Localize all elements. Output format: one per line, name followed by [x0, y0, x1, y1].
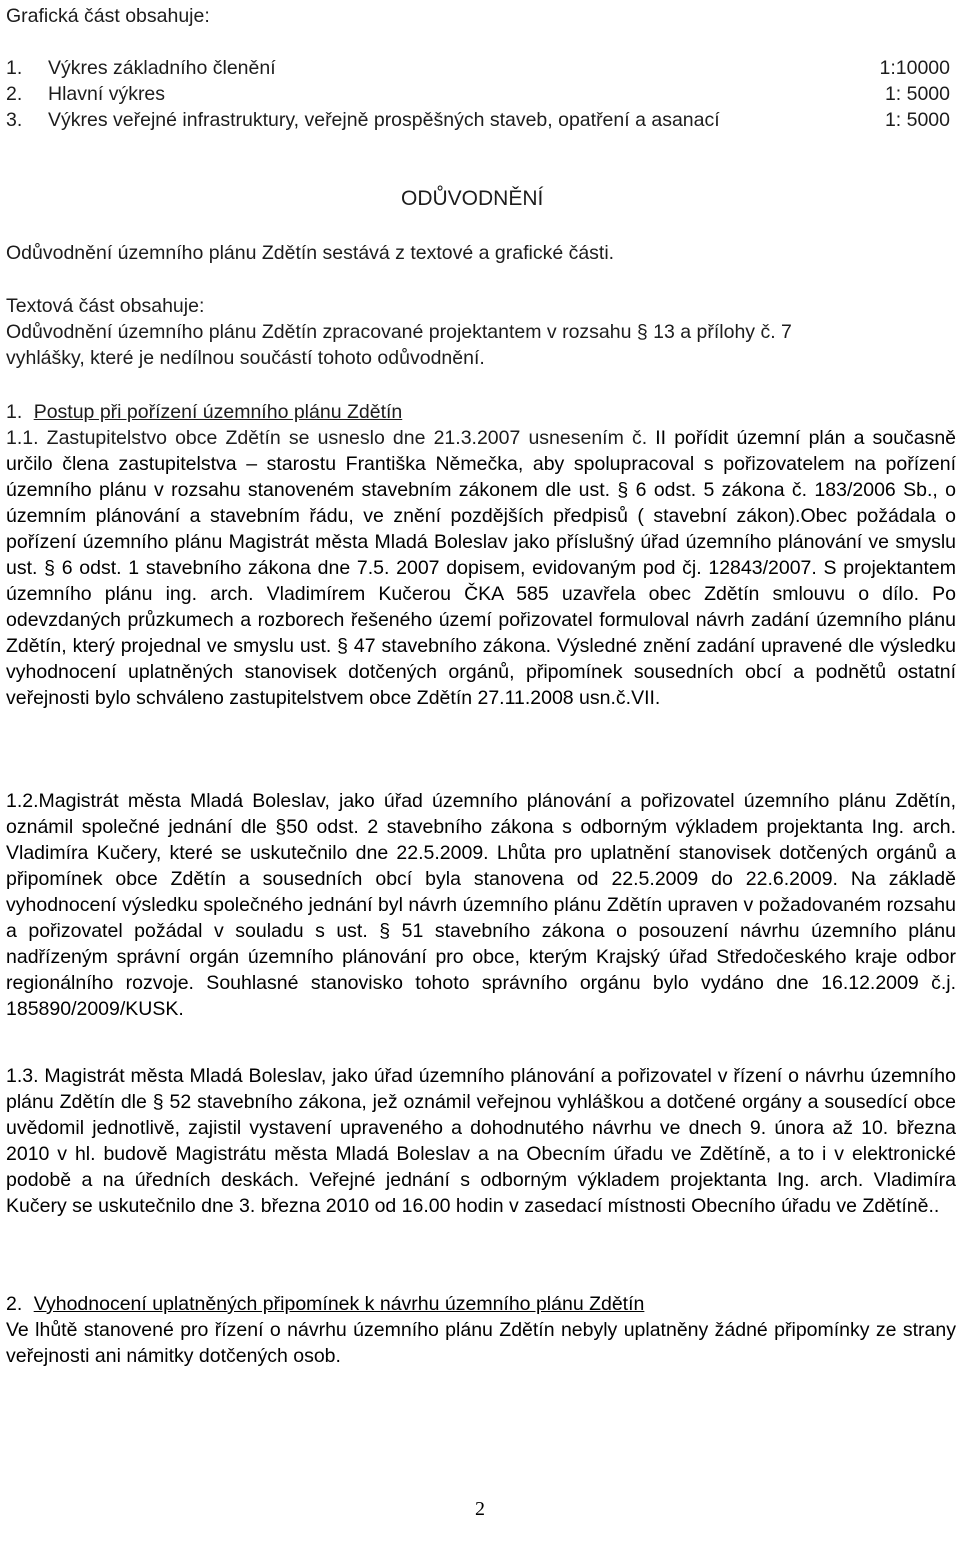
paragraph-1-2: 1.2.Magistrát města Mladá Boleslav, jako úřad územního plánování a pořizovatel územního plánu Zdětín, oznámil společné jednání dle §50 odst. 2 stavebního zákona s odborným výkladem projektanta Ing. arch. Vladimíra Kučery, které se uskutečnilo dne 22.5.2009. Lhůta pro uplatnění stanovisek dotčených orgánů a připomínek obce Zdětín a sousedních obcí byla stanovena od 22.5.2009 do 22.6.2009. Na základě vyhodnocení výsledku společného jednání byl návrh územního plánu Zdětín upraven v požadovaném rozsahu a pořizovatel požádal v souladu s ust. § 51 stavebního zákona o posouzení návrhu územního plánu nadřízeným správní orgán územního plánování pro obce, kterým Krajský úřad Středočeského kraje odbor regionálního rozvoje. Souhlasné stanovisko tohoto správního orgánu bylo vydáno dne 16.12.2009 č.j. 185890/2009/KUSK.: [6, 790, 956, 1020]
section-2-number: 2.: [6, 1293, 23, 1315]
graphics-item-number: 3.: [6, 109, 23, 131]
graphics-item-number: 1.: [6, 57, 23, 79]
section-2-heading: [6, 1291, 644, 1317]
section-2-text: Ve lhůtě stanovené pro řízení o návrhu územního plánu Zdětín nebyly uplatněny žádné připomínky ze strany veřejnosti ani námitky dotčených osob.: [6, 1319, 956, 1367]
justification-intro: Odůvodnění územního plánu Zdětín sestává z textové a grafické části.: [6, 242, 615, 264]
graphics-item-label: Výkres veřejné infrastruktury, veřejně prospěšných staveb, opatření a asanací: [48, 109, 720, 131]
paragraph-1-3: 1.3. Magistrát města Mladá Boleslav, jako úřad územního plánování a pořizovatel v řízení o návrhu územního plánu Zdětín dle § 52 stavebního zákona, jež oznámil veřejnou vyhláškou a dotčené orgány a sousedící obce uvědomil jednotlivě, zajistil vystavení upraveného a dohodnutého návrhu ve dnech 9. února až 10. března 2010 v hl. budově Magistrátu města Mladá Boleslav a na Obecním úřadu ve Zdětíně, a to i v elektronické podobě a na úředních deskách. Veřejné jednání s odborným výkladem projektanta Ing. arch. Vladimíra Kučery se uskutečnilo dne 3. března 2010 od 16.00 hodin v zasedací místnosti Obecního úřadu ve Zdětíně..: [6, 1065, 956, 1217]
graphics-item-3: [6, 107, 950, 133]
graphics-item-number: 2.: [6, 83, 23, 105]
graphics-item-scale: 1: 5000: [884, 109, 950, 131]
section-title-oduvodneni: ODŮVODNĚNÍ: [401, 187, 544, 210]
text-part-description-line1: Odůvodnění územního plánu Zdětín zpracované projektantem v rozsahu § 13 a přílohy č. 7: [6, 321, 792, 343]
paragraph-1-1-label: 1.1.: [6, 427, 39, 449]
text-part-description-line2: vyhlášky, které je nedílnou součástí tohoto odůvodnění.: [6, 347, 485, 369]
graphics-item-2: [6, 81, 950, 107]
section-2-heading-text: Vyhodnocení uplatněných připomínek k návrhu územního plánu Zdětín: [33, 1293, 645, 1315]
graphics-item-scale: 1:10000: [879, 57, 950, 79]
graphics-item-label: Hlavní výkres: [48, 83, 166, 105]
page-number: 2: [475, 1498, 485, 1520]
section-1-heading: [6, 399, 402, 425]
text-part-heading: Textová část obsahuje:: [6, 295, 205, 317]
section-1-number: 1.: [6, 401, 23, 423]
paragraph-1-1-text: II pořídit územní plán a současně určilo člena zastupitelstva – starostu Františka Němečka, aby spolupracoval s pořizovatelem na pořízení územního plánu v rozsahu stanoveném stavebním zákonem dle ust. § 6 odst. 5 zákona č. 183/2006 Sb., o územním plánování a stavebním řádu, ve znění pozdějších předpisů ( stavební zákon).Obec požádala o pořízení územního plánu Magistrát města Mladá Boleslav jako příslušný úřad územního plánování ve smyslu ust. § 6 odst. 1 stavebního zákona dne 7.5. 2007 dopisem, evidovaným pod čj. 12843/2007. S projektantem územního plánu ing. arch. Vladimírem Kučerou ČKA 585 uzavřela obec Zdětín smlouvu o dílo. Po odevzdaných průzkumech a rozborech řešeného území pořizovatel formuloval návrh zadání územního plánu Zdětín, který projednal ve smyslu ust. § 47 stavebního zákona. Výsledné znění zadání upravené dle výsledku vyhodnocení uplatněných stanovisek dotčených orgánů, připomínek sousedních obcí a podnětů ostatní veřejnosti bylo schváleno zastupitelstvem obce Zdětín 27.11.2008 usn.č.VII.: [6, 427, 957, 709]
graphics-item-1: [6, 55, 950, 81]
graphics-item-scale: 1: 5000: [884, 83, 950, 105]
section-1-heading-text: Postup při pořízení územního plánu Zdětín: [33, 401, 403, 423]
paragraph-1-1: [6, 425, 956, 711]
graphics-heading: Grafická část obsahuje:: [6, 5, 210, 27]
graphics-item-label: Výkres základního členění: [48, 57, 276, 79]
paragraph-1-1-emphasis: Zastupitelstvo obce Zdětín se usneslo dne 21.3.2007 usnesením č.: [46, 427, 648, 449]
